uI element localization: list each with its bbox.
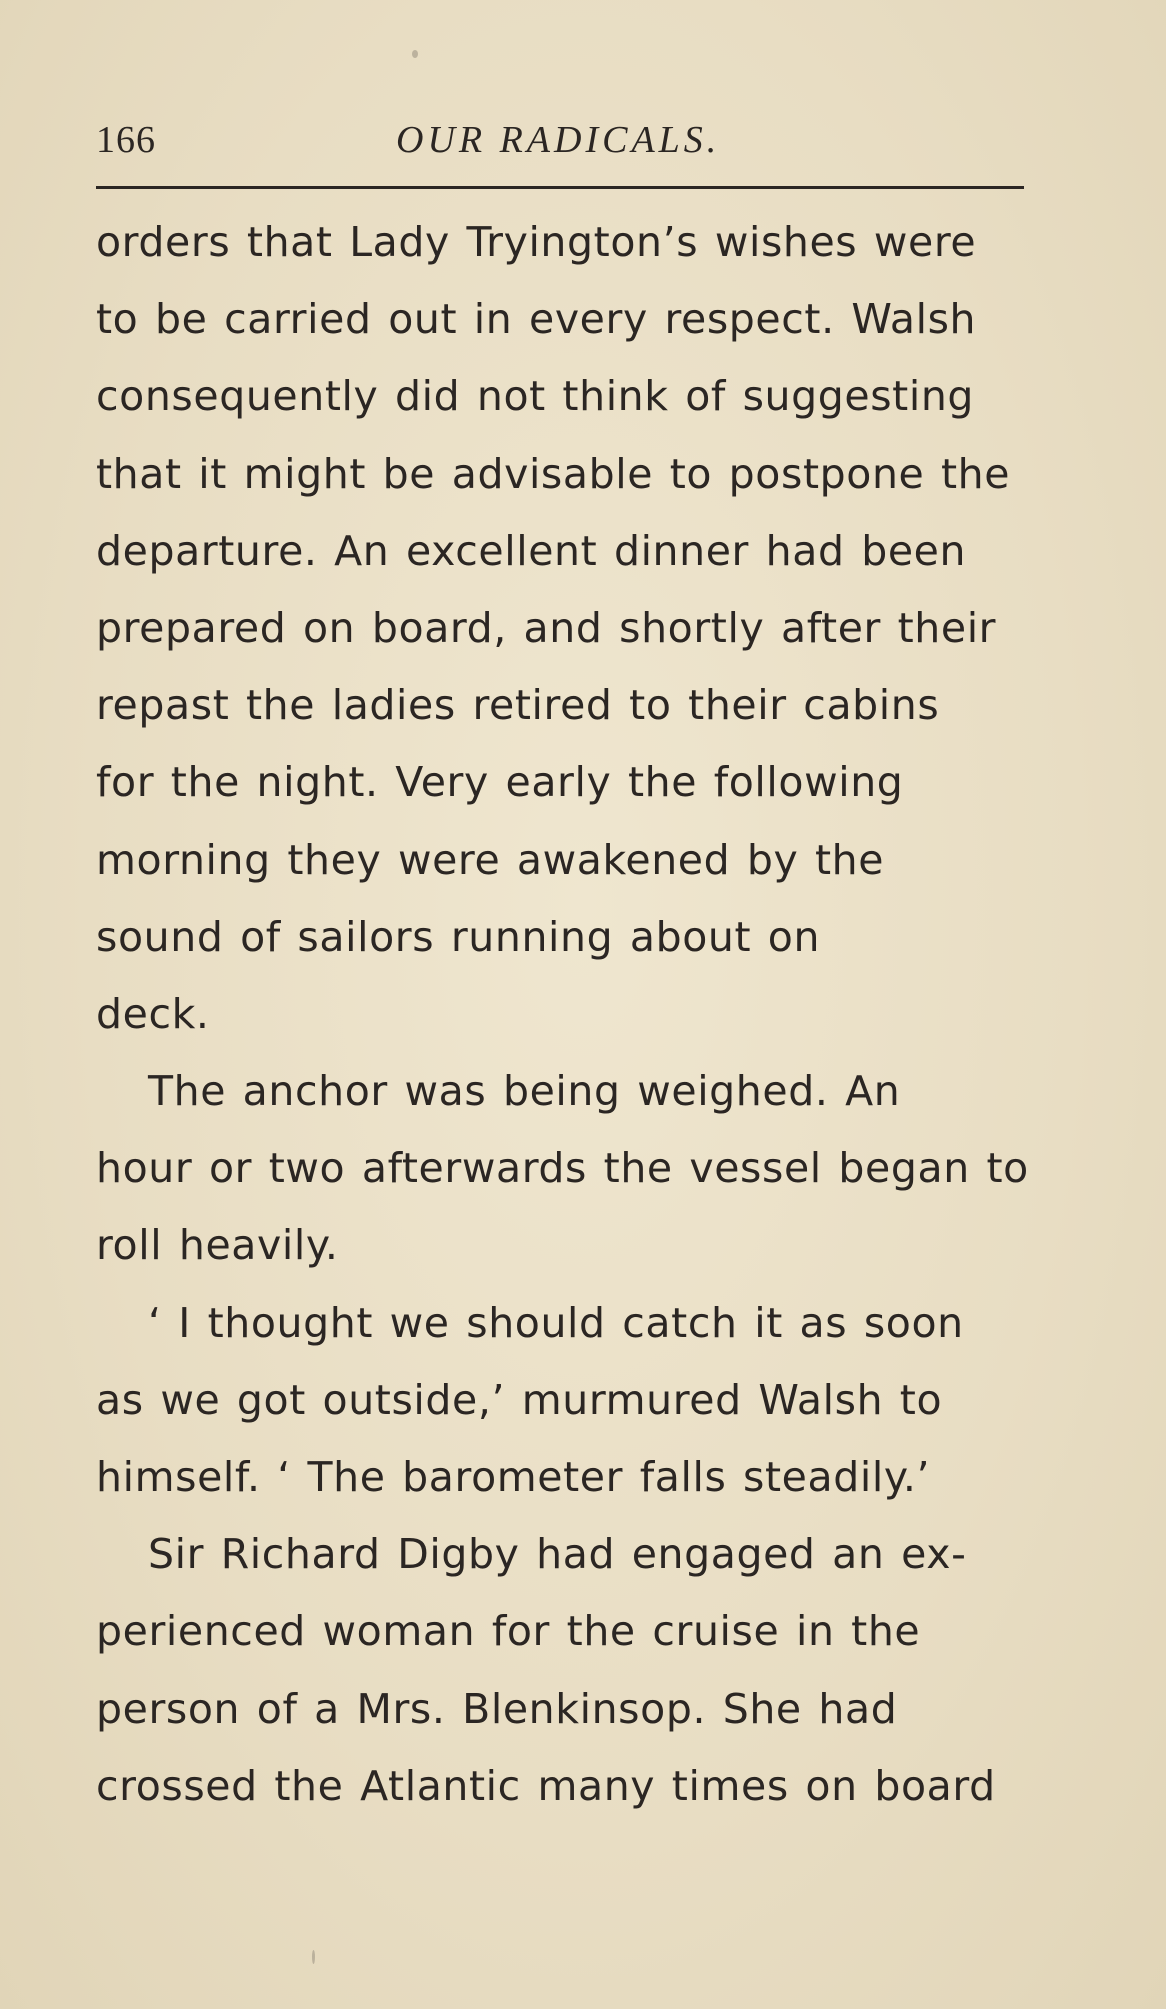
running-title: OUR RADICALS. xyxy=(396,119,721,161)
text-line: person of a Mrs. Blenkinsop. She had xyxy=(96,1684,898,1733)
text-line: deck. xyxy=(96,989,210,1038)
paragraph-start-line: The anchor was being weighed. An xyxy=(148,1067,901,1116)
text-line: prepared on board, and shortly after their xyxy=(96,603,997,652)
text-line: orders that Lady Tryington’s wishes were xyxy=(96,218,977,266)
text-line: that it might be advisable to postpone the xyxy=(96,449,1011,498)
paper-speck xyxy=(312,1950,315,1964)
text-line: to be carried out in every respect. Walsh xyxy=(96,295,977,344)
text-line: repast the ladies retired to their cabins xyxy=(96,681,940,730)
paragraph-start-line: Sir Richard Digby had engaged an ex- xyxy=(148,1530,967,1579)
page-header xyxy=(96,118,1026,178)
page-number: 166 xyxy=(96,119,156,161)
text-line: for the night. Very early the following xyxy=(96,758,904,807)
text-line: as we got outside,’ murmured Walsh to xyxy=(96,1375,943,1424)
text-line: crossed the Atlantic many times on board xyxy=(96,1761,996,1810)
text-line: sound of sailors running about on xyxy=(96,912,821,961)
text-line: hour or two afterwards the vessel began to xyxy=(96,1144,1029,1193)
text-line: departure. An excellent dinner had been xyxy=(96,526,967,575)
text-line: himself. ‘ The barometer falls steadily.’ xyxy=(96,1453,931,1501)
text-line: consequently did not think of suggesting xyxy=(96,372,975,421)
paragraph-start-line: ‘ I thought we should catch it as soon xyxy=(148,1298,964,1347)
body-text xyxy=(96,204,1046,1825)
text-line: morning they were awakened by the xyxy=(96,835,885,884)
text-line: roll heavily. xyxy=(96,1221,339,1270)
text-line: perienced woman for the cruise in the xyxy=(96,1607,921,1656)
paper-speck xyxy=(412,50,418,58)
header-rule xyxy=(96,186,1024,189)
